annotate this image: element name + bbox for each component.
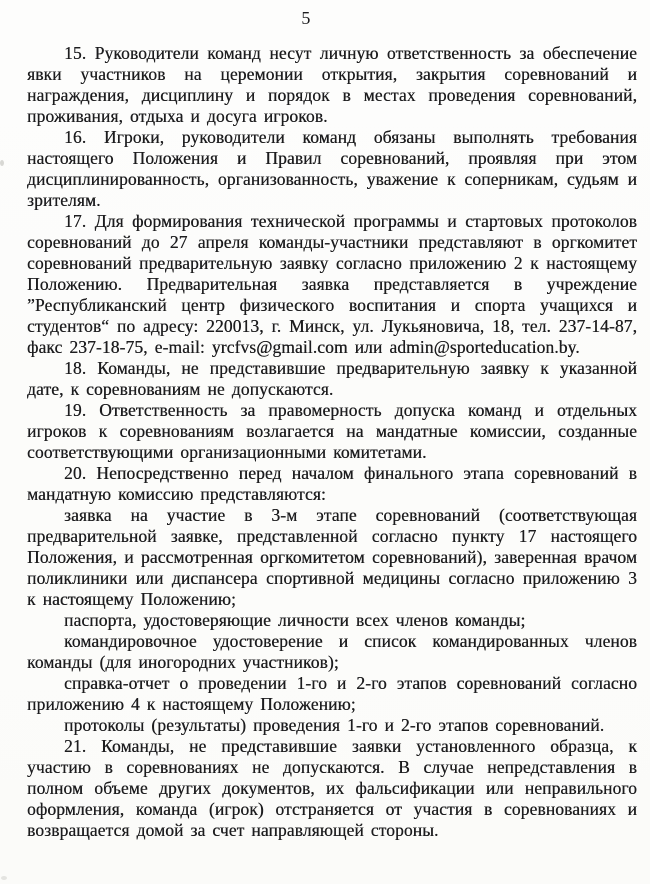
scan-artifact xyxy=(0,160,4,166)
paragraph-20-item-4: справка-отчет о проведении 1-го и 2-го этапов соревнований согласно приложению 4 к настоящему Положению; xyxy=(27,673,637,714)
paragraph-20-item-2: паспорта, удостоверяющие личности всех членов команды; xyxy=(64,610,526,630)
paragraph-21: 21. Команды, не представившие заявки установленного образца, к участию в соревнованиях не допускаются. В случае непредставления в полном объеме других документов, их фальсификации или неправильного оформления, команда (игрок) отстраняется от участия в соревнованиях и возвращается домой за счет направляющей стороны. xyxy=(27,736,637,840)
paragraph-19: 19. Ответственность за правомерность допуска команд и отдельных игроков к соревнованиям возлагается на мандатные комиссии, созданные соответствующими организационными комитетами. xyxy=(27,400,637,462)
paragraph-16: 16. Игроки, руководители команд обязаны выполнять требования настоящего Положения и Правил соревнований, проявляя при этом дисциплинированность, организованность, уважение к соперникам, судьям и зрителям. xyxy=(27,127,637,210)
paragraph-20-item-1: заявка на участие в 3-м этапе соревнований (соответствующая предварительной заявке, представленной согласно пункту 17 настоящего Положения, и рассмотренная оргкомитетом соревнований), заверенная врачом поликлиники или диспансера спортивной медицины согласно приложению 3 к настоящему Положению; xyxy=(27,505,637,609)
scan-artifact xyxy=(1,876,7,880)
paragraph-20-item-5: протоколы (результаты) проведения 1-го и 2-го этапов соревнований. xyxy=(64,715,605,735)
paragraph-17: 17. Для формирования технической программы и стартовых протоколов соревнований до 27 апреля команды-участники представляют в оргкомитет соревнований предварительную заявку согласно приложению 2 к настоящему Положению. Предварительная заявка представляется в учреждение ”Республиканский центр физического воспитания и спорта учащихся и студентов“ по адресу: 220013, г. Минск, ул. Лукьяновича, 18, тел. 237-14-87, факс 237-18-75, e-mail: yrcfvs@gmail.com или admin@sporteducation.by. xyxy=(27,211,637,357)
paragraph-18: 18. Команды, не представившие предварительную заявку к указанной дате, к соревнованиям не допускаются. xyxy=(27,358,637,399)
document-body xyxy=(27,43,637,841)
paragraph-15: 15. Руководители команд несут личную ответственность за обеспечение явки участников на церемонии открытия, закрытия соревнований и награждения, дисциплину и порядок в местах проведения соревнований, проживания, отдыха и досуга игроков. xyxy=(27,43,637,126)
paragraph-20: 20. Непосредственно перед началом финального этапа соревнований в мандатную комиссию представляются: xyxy=(27,463,637,504)
page-number: 5 xyxy=(301,8,311,28)
paragraph-20-item-3: командировочное удостоверение и список командированных членов команды (для иногородних участников); xyxy=(27,631,637,672)
